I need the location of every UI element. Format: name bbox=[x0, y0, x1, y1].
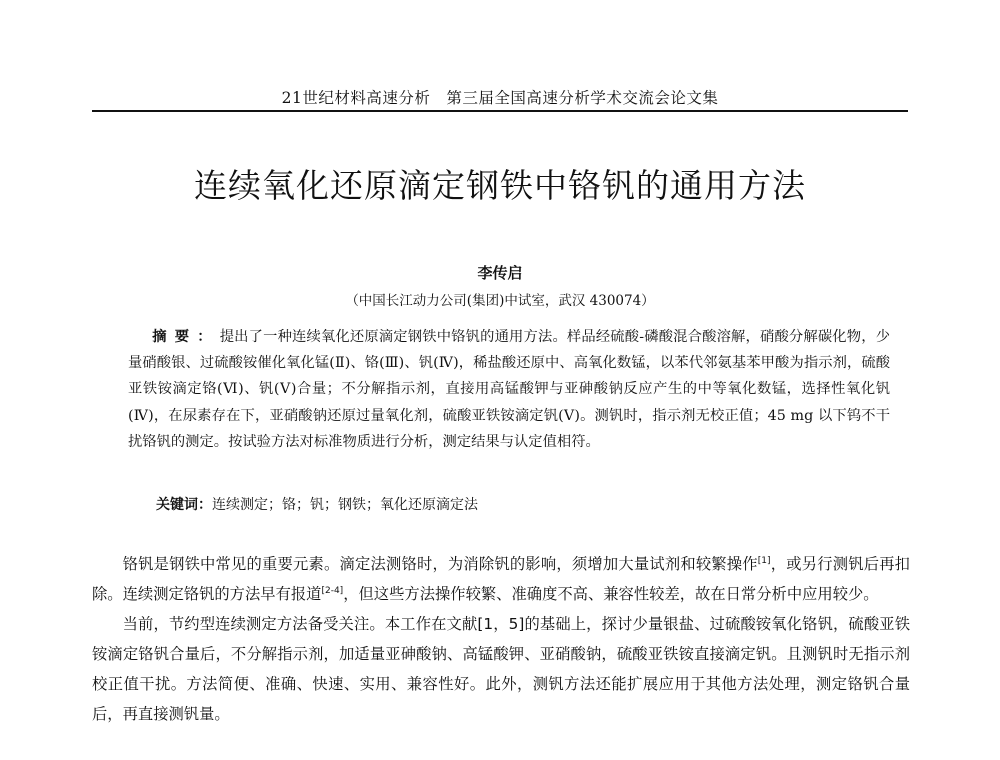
paragraph-text: ，但这些方法操作较繁、准确度不高、兼容性较差，故在日常分析中应用较少。 bbox=[343, 585, 879, 603]
keywords-label: 关键词： bbox=[156, 497, 212, 513]
header-rule bbox=[92, 110, 908, 112]
author-name: 李传启 bbox=[477, 264, 523, 282]
abstract bbox=[128, 324, 890, 455]
author-affiliation: （中国长江动力公司(集团)中试室，武汉 430074） bbox=[345, 293, 655, 309]
body-paragraph: 当前，节约型连续测定方法备受关注。本工作在文献[1，5]的基础上，探讨少量银盐、过硫酸铵氧化铬钒，硫酸亚铁铵滴定铬钒合量后，不分解指示剂，加适量亚砷酸钠、高锰酸钾、亚硝酸钠，硫酸亚铁铵直接滴定钒。且测钒时无指示剂校正值干扰。方法简便、准确、快速、实用、兼容性好。此外，测钒方法还能扩展应用于其他方法处理，测定铬钒合量后，再直接测钒量。 bbox=[92, 615, 910, 723]
paragraph-text: 铬钒是钢铁中常见的重要元素。滴定法测铬时，为消除钒的影响，须增加大量试剂和较繁操作 bbox=[122, 555, 758, 573]
citation-ref[interactable]: [2-4] bbox=[321, 586, 344, 596]
keywords bbox=[156, 494, 896, 514]
abstract-label: 摘要： bbox=[152, 329, 220, 345]
paper-title: 连续氧化还原滴定钢铁中铬钒的通用方法 bbox=[194, 166, 806, 205]
citation-ref[interactable]: [1] bbox=[757, 556, 771, 566]
keywords-text: 连续测定；铬；钒；钢铁；氧化还原滴定法 bbox=[212, 497, 478, 513]
paragraph-text: ，或另行测钒后再扣除。连续测定铬钒的方法早有报道 bbox=[92, 555, 910, 603]
body-paragraph bbox=[92, 549, 910, 609]
running-head: 21世纪材料高速分析 第三届全国高速分析学术交流会论文集 bbox=[281, 89, 719, 107]
abstract-text: 提出了一种连续氧化还原滴定钢铁中铬钒的通用方法。样品经硫酸-磷酸混合酸溶解，硝酸分解碳化物，少量硝酸银、过硫酸铵催化氧化锰(Ⅱ)、铬(Ⅲ)、钒(Ⅳ)，稀盐酸还原中、高氧化数锰，以苯代邻氨基苯甲酸为指示剂，硫酸亚铁铵滴定铬(Ⅵ)、钒(Ⅴ)合量；不分解指示剂，直接用高锰酸钾与亚砷酸钠反应产生的中等氧化数锰，选择性氧化钒(Ⅳ)，在尿素存在下，亚硝酸钠还原过量氧化剂，硫酸亚铁铵滴定钒(Ⅴ)。测钒时，指示剂无校正值；45 mg 以下钨不干扰铬钒的测定。按试验方法对标准物质进行分析，测定结果与认定值相符。 bbox=[128, 329, 891, 450]
body-text bbox=[92, 549, 910, 729]
